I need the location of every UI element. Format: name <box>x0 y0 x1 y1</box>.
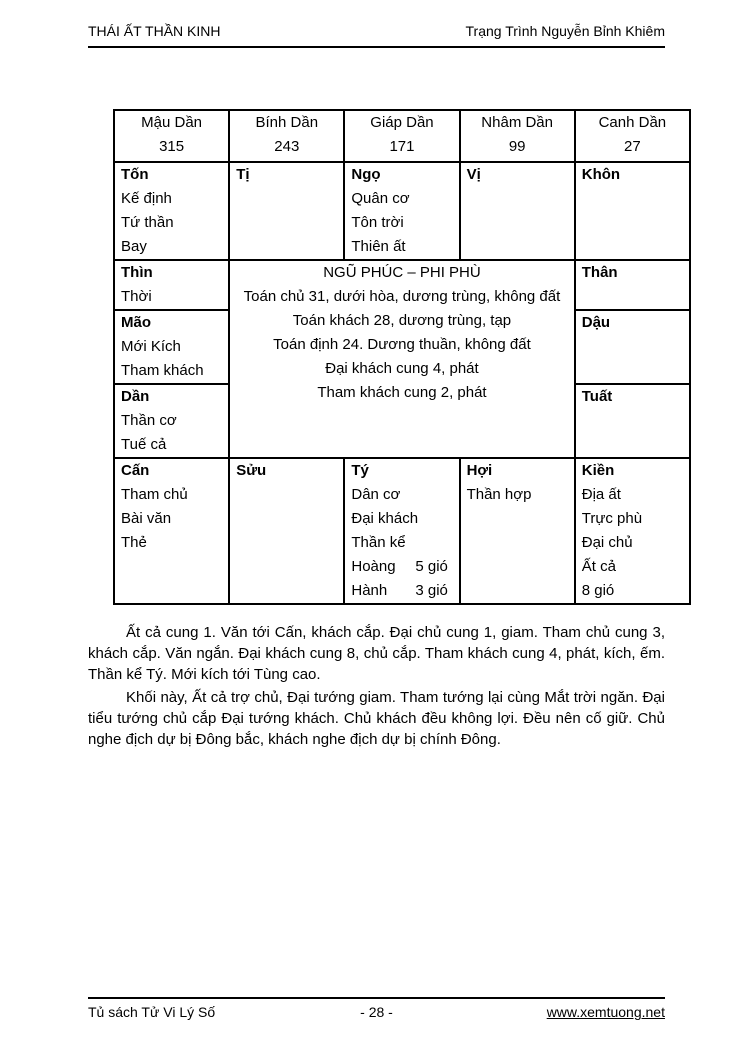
middle-row-1 <box>114 260 690 310</box>
center-line: Toán định 24. Dương thuần, không đất <box>273 336 531 353</box>
palace-cell-dau <box>575 310 690 384</box>
year-cell-canh-dan <box>575 110 690 162</box>
bottom-palace-row <box>114 458 690 604</box>
year-name: Giáp Dần <box>370 114 434 131</box>
footer-series-title: Tủ sách Tử Vi Lý Số <box>88 1004 216 1020</box>
palace-label: Tị <box>236 166 250 183</box>
palace-label: Khôn <box>581 166 621 183</box>
palace-item: Thần hợp <box>466 486 532 503</box>
palace-label: Hợi <box>466 462 493 479</box>
palace-label: Vị <box>466 166 481 183</box>
year-name: Canh Dần <box>598 114 667 131</box>
wind-row <box>351 555 452 579</box>
palace-label: Mão <box>121 314 151 331</box>
palace-label: Dần <box>121 388 150 405</box>
palace-cell-mao <box>114 310 229 384</box>
page-header <box>88 23 665 48</box>
year-name: Nhâm Dần <box>481 114 553 131</box>
wind-row <box>351 579 452 603</box>
palace-cell-hoi <box>460 458 575 604</box>
palace-cell-khon <box>575 162 690 260</box>
palace-label: Tuất <box>581 388 613 405</box>
book-title: THÁI ẤT THẦN KINH <box>88 23 221 39</box>
palace-cell-suu <box>229 458 344 604</box>
palace-cell-ton <box>114 162 229 260</box>
center-line: Tham khách cung 2, phát <box>317 384 487 401</box>
paragraph-1: Ất cả cung 1. Văn tới Cấn, khách cắp. Đại chủ cung 1, giam. Tham chủ cung 3, khách cắp. Văn ngắn. Đại khách cung 8, chủ cắp. Tham khách cung 4, phát, kích, ếm. Thần kể Tý. Mới kích tới Tùng cao. <box>88 624 665 683</box>
palace-item: Địa ất <box>581 486 621 503</box>
center-title: NGŨ PHÚC – PHI PHÙ <box>323 264 481 281</box>
palace-label: Thân <box>581 264 618 281</box>
palace-cell-dan <box>114 384 229 458</box>
palace-item: Bay <box>121 238 147 255</box>
palace-label: Sửu <box>236 462 267 479</box>
palace-item: Tứ thần <box>121 214 174 231</box>
center-line: Toán khách 28, dương trùng, tạp <box>292 312 512 329</box>
palace-item: Mới Kích <box>121 338 181 355</box>
year-number: 99 <box>508 138 526 155</box>
palace-cell-thin <box>114 260 229 310</box>
palace-item: Quân cơ <box>351 190 410 207</box>
year-cell-nham-dan <box>460 110 575 162</box>
center-line: Toán chủ 31, dưới hòa, dương trùng, không đất <box>243 288 561 305</box>
wind-value: 5 gió <box>415 558 448 575</box>
year-header-row <box>114 110 690 162</box>
palace-cell-ti <box>229 162 344 260</box>
paragraph-2: Khối này, Ất cả trợ chủ, Đại tướng giam. Tham tướng lại cùng Mắt trời ngăn. Đại tiểu tướng chủ cắp Đại tướng khách. Chủ khách đều không lợi. Đều nên cố giữ. Chủ nghe địch dự bị Đông bắc, khách nghe địch dự bị chính Đông. <box>88 689 665 748</box>
year-cell-binh-dan <box>229 110 344 162</box>
palace-item: 8 gió <box>581 582 615 599</box>
center-summary-cell <box>229 260 575 458</box>
palace-item: Tuế cả <box>121 436 167 453</box>
palace-item: Thời <box>121 288 152 305</box>
year-cell-mau-dan <box>114 110 229 162</box>
palace-label: Thìn <box>121 264 153 281</box>
palace-item: Kế định <box>121 190 172 207</box>
wind-name: Hoàng <box>351 558 396 575</box>
palace-label: Tý <box>351 462 369 479</box>
palace-cell-can <box>114 458 229 604</box>
author-name: Trạng Trình Nguyễn Bỉnh Khiêm <box>465 23 665 39</box>
palace-item: Đại chủ <box>581 534 633 551</box>
palace-item: Ất cả <box>581 558 616 575</box>
palace-label: Kiền <box>581 462 615 479</box>
top-palace-row <box>114 162 690 260</box>
palace-cell-than <box>575 260 690 310</box>
palace-item: Tôn trời <box>351 214 404 231</box>
year-cell-giap-dan <box>344 110 459 162</box>
palace-chart-table <box>113 109 691 605</box>
year-name: Mậu Dần <box>141 114 203 131</box>
palace-item: Thiên ất <box>351 238 406 255</box>
body-text <box>88 622 665 752</box>
palace-item: Trực phù <box>581 510 643 527</box>
palace-cell-vi <box>460 162 575 260</box>
palace-item: Đại khách <box>351 510 419 527</box>
palace-item: Tham chủ <box>121 486 188 503</box>
palace-cell-tuat <box>575 384 690 458</box>
year-number: 243 <box>274 138 300 155</box>
center-line: Đại khách cung 4, phát <box>325 360 479 377</box>
year-number: 27 <box>624 138 641 155</box>
palace-cell-ngo <box>344 162 459 260</box>
palace-label: Cấn <box>121 462 150 479</box>
palace-item: Thẻ <box>121 534 147 551</box>
palace-cell-kien <box>575 458 690 604</box>
palace-label: Ngọ <box>351 166 381 183</box>
palace-item: Dân cơ <box>351 486 401 503</box>
year-number: 171 <box>389 138 415 155</box>
wind-value: 3 gió <box>415 582 448 599</box>
palace-cell-ty <box>344 458 459 604</box>
footer-page-number: - 28 - <box>360 1004 393 1020</box>
palace-item: Tham khách <box>121 362 204 379</box>
page-footer <box>88 997 665 1020</box>
palace-item: Thần cơ <box>121 412 177 429</box>
year-number: 315 <box>159 138 185 155</box>
year-name: Bính Dần <box>255 114 319 131</box>
palace-label: Dậu <box>581 314 611 331</box>
palace-label: Tốn <box>121 166 149 183</box>
footer-url-link[interactable]: www.xemtuong.net <box>546 1004 665 1020</box>
palace-item: Thần kể <box>351 534 406 551</box>
wind-name: Hành <box>351 582 388 599</box>
palace-item: Bài văn <box>121 510 172 527</box>
